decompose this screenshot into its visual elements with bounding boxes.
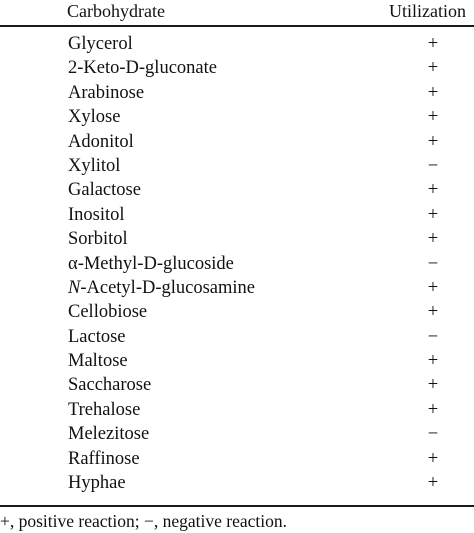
utilization-value: + — [427, 180, 439, 201]
carbohydrate-name: Maltose — [68, 351, 128, 372]
carbohydrate-name: Sorbitol — [68, 229, 128, 250]
utilization-value: + — [427, 131, 439, 152]
table-row — [0, 227, 474, 251]
carbohydrate-name: 2-Keto-D-gluconate — [68, 58, 217, 79]
bottom-rule — [0, 505, 474, 507]
carbohydrate-name: N-Acetyl-D-glucosamine — [68, 277, 256, 298]
table-row — [0, 300, 474, 324]
header-carbohydrate: Carbohydrate — [67, 1, 165, 21]
utilization-value: + — [427, 302, 439, 323]
table-row — [0, 276, 474, 300]
carbohydrate-name: Lactose — [68, 326, 126, 347]
carbohydrate-name: Hyphae — [68, 473, 126, 494]
header-utilization: Utilization — [389, 1, 466, 21]
utilization-value: + — [427, 277, 439, 298]
utilization-value: − — [427, 253, 439, 274]
table-row — [0, 32, 474, 56]
table-row — [0, 203, 474, 227]
utilization-value: + — [427, 375, 439, 396]
table-row — [0, 349, 474, 373]
table-row — [0, 252, 474, 276]
utilization-value: − — [427, 155, 439, 176]
table-row — [0, 471, 474, 495]
carbohydrate-name: Arabinose — [68, 82, 145, 103]
carbohydrate-name: Raffinose — [68, 448, 140, 469]
utilization-value: + — [427, 229, 439, 250]
carbohydrate-name: Galactose — [68, 180, 141, 201]
utilization-value: + — [427, 351, 439, 372]
utilization-value: + — [427, 448, 439, 469]
carbohydrate-name: Trehalose — [68, 399, 141, 420]
carbohydrate-name: α-Methyl-D-glucoside — [68, 253, 234, 274]
utilization-value: − — [427, 326, 439, 347]
utilization-value: + — [427, 473, 439, 494]
carbohydrate-name: Melezitose — [68, 424, 150, 445]
table-row — [0, 178, 474, 202]
table-row — [0, 422, 474, 446]
table-row — [0, 447, 474, 471]
table-row — [0, 325, 474, 349]
table-row — [0, 373, 474, 397]
carbohydrate-name: Glycerol — [68, 34, 133, 54]
table-row — [0, 56, 474, 80]
table-row — [0, 81, 474, 105]
carbohydrate-name: Saccharose — [68, 375, 152, 396]
utilization-value: + — [427, 204, 439, 225]
utilization-value: + — [427, 107, 439, 128]
table-row — [0, 130, 474, 154]
carbohydrate-name: Adonitol — [68, 131, 134, 152]
utilization-value: + — [427, 399, 439, 420]
table-row — [0, 105, 474, 129]
carbohydrate-name: Xylitol — [68, 155, 121, 176]
utilization-value: + — [427, 58, 439, 79]
carbohydrate-name: Inositol — [68, 204, 125, 225]
carbohydrate-name: Cellobiose — [68, 302, 148, 323]
header-rule — [0, 25, 474, 27]
utilization-value: − — [427, 424, 439, 445]
carbohydrate-name: Xylose — [68, 107, 121, 128]
table-body — [0, 32, 474, 495]
table-row — [0, 398, 474, 422]
table-row — [0, 154, 474, 178]
utilization-value: + — [427, 34, 439, 54]
table-footnote: +, positive reaction; −, negative reaction. — [0, 511, 287, 531]
utilization-value: + — [427, 82, 439, 103]
